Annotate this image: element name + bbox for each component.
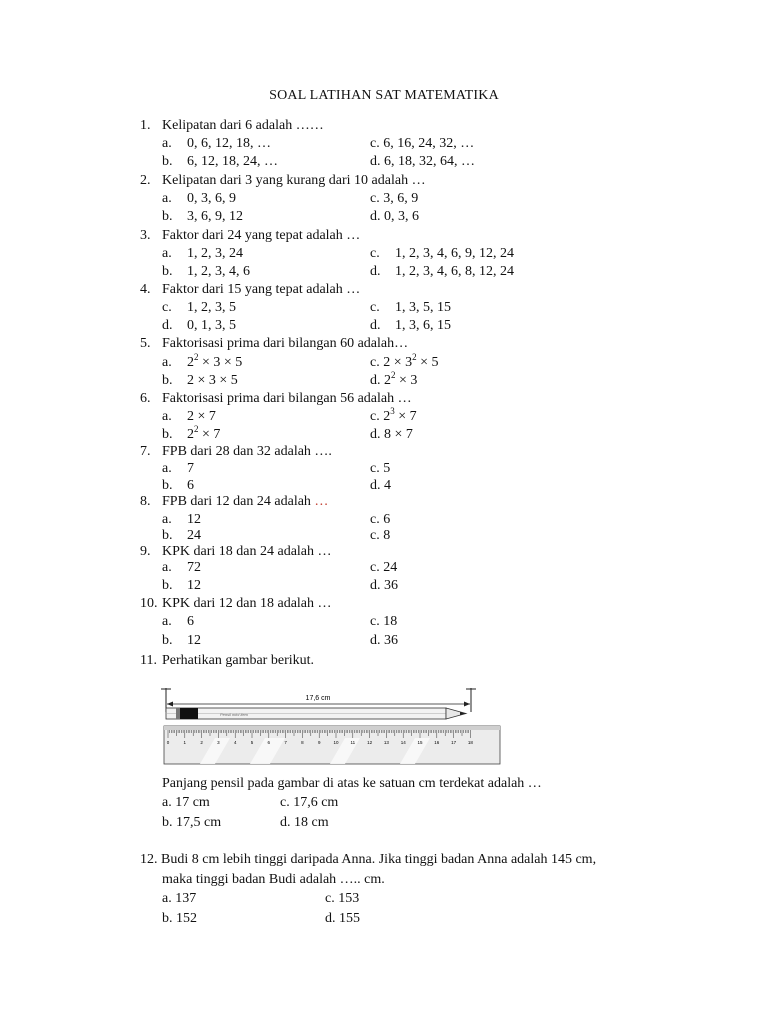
option-c: c. 3, 6, 9 (370, 191, 419, 206)
option-a: a. 0, 6, 12, 18, … (162, 136, 271, 151)
option-c: c. 5 (370, 461, 391, 476)
ruler-tick-label: 15 (417, 740, 423, 745)
ruler-tick-label: 14 (400, 740, 406, 745)
question-text: Perhatikan gambar berikut. (162, 653, 315, 668)
question-text: FPB dari 12 dan 24 adalah (162, 494, 311, 509)
option-a: a. 2 × 7 (162, 409, 216, 424)
question-text: Faktor dari 24 yang tepat adalah … (162, 228, 361, 243)
option-a: a. 6 (162, 614, 194, 629)
question-text: KPK dari 12 dan 18 adalah … (162, 596, 332, 611)
ruler-tick-label: 18 (467, 740, 473, 745)
question-6 (140, 391, 412, 407)
ruler-tick-label: 5 (250, 740, 254, 745)
page-title: SOAL LATIHAN SAT MATEMATIKA (269, 88, 499, 103)
option-a: c. 1, 2, 3, 5 (162, 300, 236, 315)
ruler-tick-label: 17 (451, 740, 457, 745)
question-text: KPK dari 18 dan 24 adalah … (162, 544, 332, 559)
option-c: c. 6 (370, 512, 391, 527)
option-d: d. 36 (370, 633, 398, 648)
question-number: 10. (140, 596, 158, 611)
ruler-tick-label: 1 (183, 740, 187, 745)
question-10 (140, 596, 332, 612)
option-b: b. 12 (162, 633, 201, 648)
question-number: 11. (140, 653, 157, 668)
question-3 (140, 228, 360, 244)
option-d: d. 18 cm (280, 815, 329, 830)
question-number: 9. (140, 544, 151, 559)
option-d: d. 4 (370, 478, 391, 493)
option-b: b. 3, 6, 9, 12 (162, 209, 243, 224)
question-8 (140, 494, 328, 510)
option-a: a. 12 (162, 512, 201, 527)
option-d: d. 1, 2, 3, 4, 6, 8, 12, 24 (370, 264, 514, 279)
option-c: c. 1, 2, 3, 4, 6, 9, 12, 24 (370, 246, 514, 261)
question-4 (140, 282, 360, 298)
option-b: b. 6, 12, 18, 24, … (162, 154, 278, 169)
question-text: Kelipatan dari 3 yang kurang dari 10 adalah … (162, 173, 426, 188)
question-number: 8. (140, 494, 151, 509)
length-label: 17,6 cm (305, 695, 331, 702)
question-number: 4. (140, 282, 151, 297)
question-number: 6. (140, 391, 151, 406)
question-2 (140, 173, 426, 189)
question-9 (140, 544, 332, 560)
question-text: FPB dari 28 dan 32 adalah …. (162, 444, 332, 459)
option-c: c. 24 (370, 560, 398, 575)
option-a: a. 72 (162, 560, 201, 575)
option-d: d. 6, 18, 32, 64, … (370, 154, 475, 169)
option-d: d. 0, 3, 6 (370, 209, 419, 224)
q11-prompt: Panjang pensil pada gambar di atas ke satuan cm terdekat adalah … (162, 776, 542, 791)
option-c: c. 153 (325, 891, 360, 906)
ruler-tick-label: 4 (233, 740, 237, 745)
question-number: 3. (140, 228, 151, 243)
question-text: Faktor dari 15 yang tepat adalah … (162, 282, 361, 297)
question-number: 2. (140, 173, 151, 188)
question-1 (140, 118, 324, 134)
option-c: c. 18 (370, 614, 398, 629)
ruler-tick-label: 6 (267, 740, 271, 745)
pencil-text: Pensil mini item (220, 712, 249, 717)
ruler-tick-label: 11 (350, 740, 356, 745)
option-c: c. 17,6 cm (280, 795, 339, 810)
option-a: a. 137 (162, 891, 197, 906)
question-5 (140, 336, 408, 352)
ruler-tick-label: 3 (217, 740, 220, 745)
question-7 (140, 444, 332, 460)
question-ellipsis: … (314, 494, 329, 509)
ruler-tick-label: 8 (301, 740, 304, 745)
ruler-tick-label: 9 (317, 740, 321, 745)
option-a: a. 7 (162, 461, 194, 476)
option-d: d. 8 × 7 (370, 427, 413, 442)
pencil-ruler-figure (160, 686, 505, 768)
option-d: d. 1, 3, 6, 15 (370, 318, 451, 333)
ruler-tick-label: 2 (200, 740, 203, 745)
option-c: c. $2^3 \times 7$ (370, 406, 417, 424)
option-b: b. 17,5 cm (162, 815, 222, 830)
question-number: 1. (140, 118, 151, 133)
option-b: b. 24 (162, 528, 201, 543)
question-12: 12. Budi 8 cm lebih tinggi daripada Anna. Jika tinggi badan Anna adalah 145 cm, (140, 852, 597, 867)
pencil-illustration (166, 708, 466, 719)
question-number: 7. (140, 444, 151, 459)
option-d: c. 8 (370, 528, 391, 543)
question-text: Faktorisasi prima dari bilangan 56 adalah … (162, 391, 412, 406)
option-b: b. $2^2 \times 7$ (162, 424, 221, 442)
option-d: d. 155 (325, 911, 360, 926)
option-b: b. 2 × 3 × 5 (162, 373, 238, 388)
option-a: a. 0, 3, 6, 9 (162, 191, 236, 206)
option-d: d. 36 (370, 578, 398, 593)
ruler-tick-label: 0 (166, 740, 170, 745)
ruler-tick-label: 12 (367, 740, 373, 745)
ruler-tick-label: 16 (434, 740, 440, 745)
ruler-tick-label: 10 (333, 740, 339, 745)
option-c: c. $2 \times 3^2 \times 5$ (370, 352, 439, 370)
option-b: b. 1, 2, 3, 4, 6 (162, 264, 250, 279)
option-c: c. 1, 3, 5, 15 (370, 300, 451, 315)
ruler-illustration (164, 726, 500, 764)
option-b: d. 0, 1, 3, 5 (162, 318, 236, 333)
option-b: b. 152 (162, 911, 197, 926)
option-b: b. 12 (162, 578, 201, 593)
question-12-line2: maka tinggi badan Budi adalah ….. cm. (162, 872, 385, 887)
option-a: a. 17 cm (162, 795, 210, 810)
question-11 (140, 653, 314, 669)
option-a: a. $2^2 \times 3 \times 5$ (162, 352, 243, 370)
option-b: b. 6 (162, 478, 194, 493)
option-a: a. 1, 2, 3, 24 (162, 246, 243, 261)
ruler-tick-label: 13 (383, 740, 389, 745)
option-d: d. $2^2 \times 3$ (370, 370, 418, 388)
option-c: c. 6, 16, 24, 32, … (370, 136, 475, 151)
question-number: 5. (140, 336, 151, 351)
ruler-tick-label: 7 (284, 740, 287, 745)
question-text: Kelipatan dari 6 adalah …… (162, 118, 324, 133)
question-text: Faktorisasi prima dari bilangan 60 adalah… (162, 336, 409, 351)
